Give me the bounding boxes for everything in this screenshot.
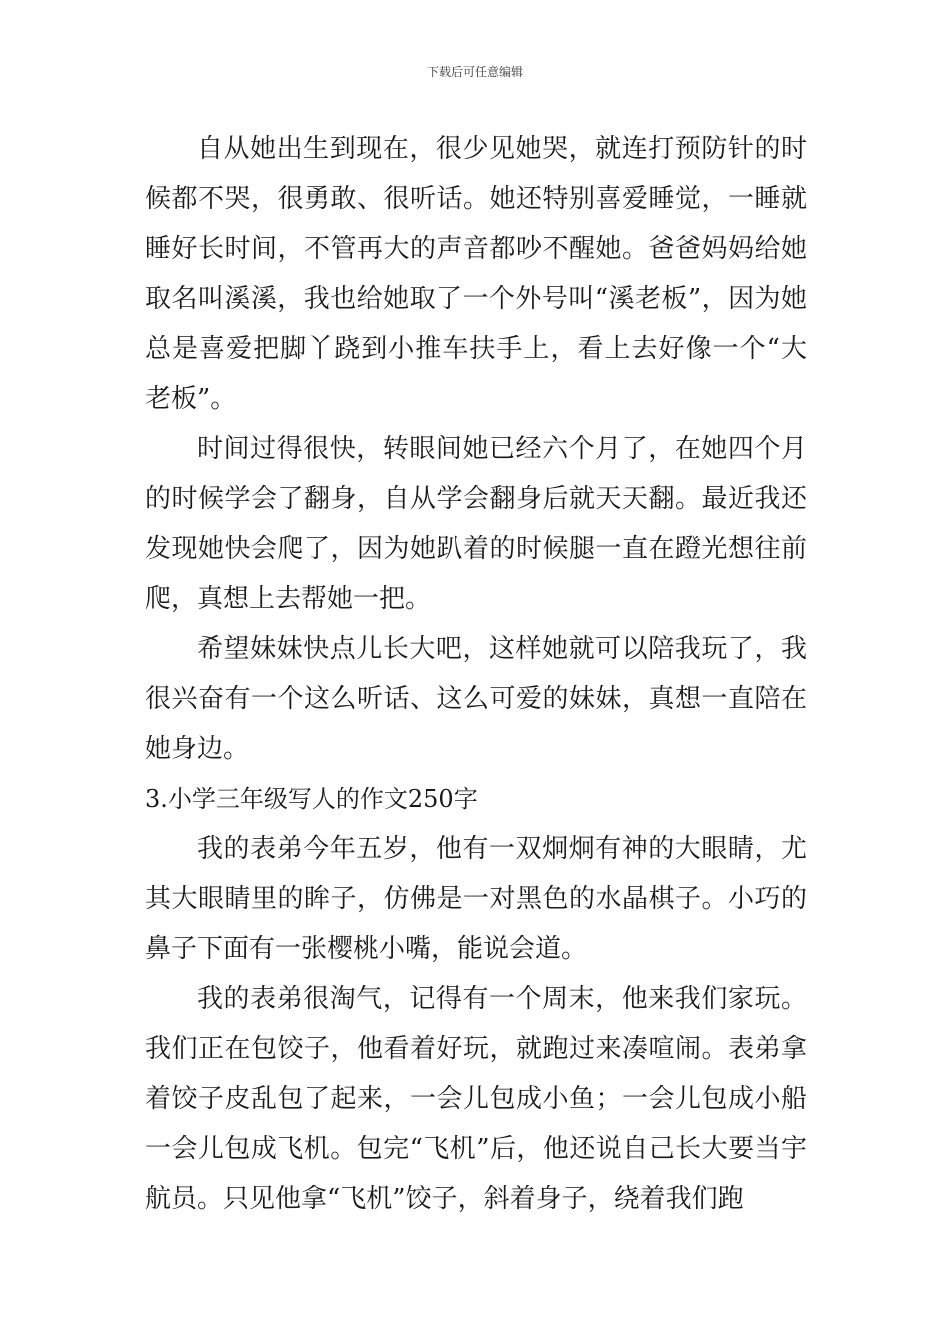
page-header: 下载后可任意编辑 [426,65,523,79]
paragraph-5: 我的表弟很淘气，记得有一个周末，他来我们家玩。我们正在包饺子，他看着好玩，就跑过来凑喧闹。表弟拿着饺子皮乱包了起来，一会儿包成小鱼；一会儿包成小船一会儿包成飞机。包完“飞机”后，他还说自己长大要当宇航员。只见他拿“飞机”饺子，斜着身子，绕着我们跑 [145,984,807,1214]
paragraph-1: 自从她出生到现在，很少见她哭，就连打预防针的时候都不哭，很勇敢、很听话。她还特别喜爱睡觉，一睡就睡好长时间，不管再大的声音都吵不醒她。爸爸妈妈给她取名叫溪溪，我也给她取了一个外号叫“溪老板”，因为她总是喜爱把脚丫跷到小推车扶手上，看上去好像一个“大老板”。 [145,134,807,414]
paragraph-3: 希望妹妹快点儿长大吧，这样她就可以陪我玩了，我很兴奋有一个这么听话、这么可爱的妹妹，真想一直陪在她身边。 [145,634,807,764]
paragraph-2: 时间过得很快，转眼间她已经六个月了，在她四个月的时候学会了翻身，自从学会翻身后就天天翻。最近我还发现她快会爬了，因为她趴着的时候腿一直在蹬光想往前爬，真想上去帮她一把。 [145,434,807,614]
section-heading: 3.小学三年级写人的作文250字 [145,785,478,813]
document-body [145,124,807,1224]
paragraph-4: 我的表弟今年五岁，他有一双炯炯有神的大眼睛，尤其大眼睛里的眸子，仿佛是一对黑色的水晶棋子。小巧的鼻子下面有一张樱桃小嘴，能说会道。 [145,834,807,964]
